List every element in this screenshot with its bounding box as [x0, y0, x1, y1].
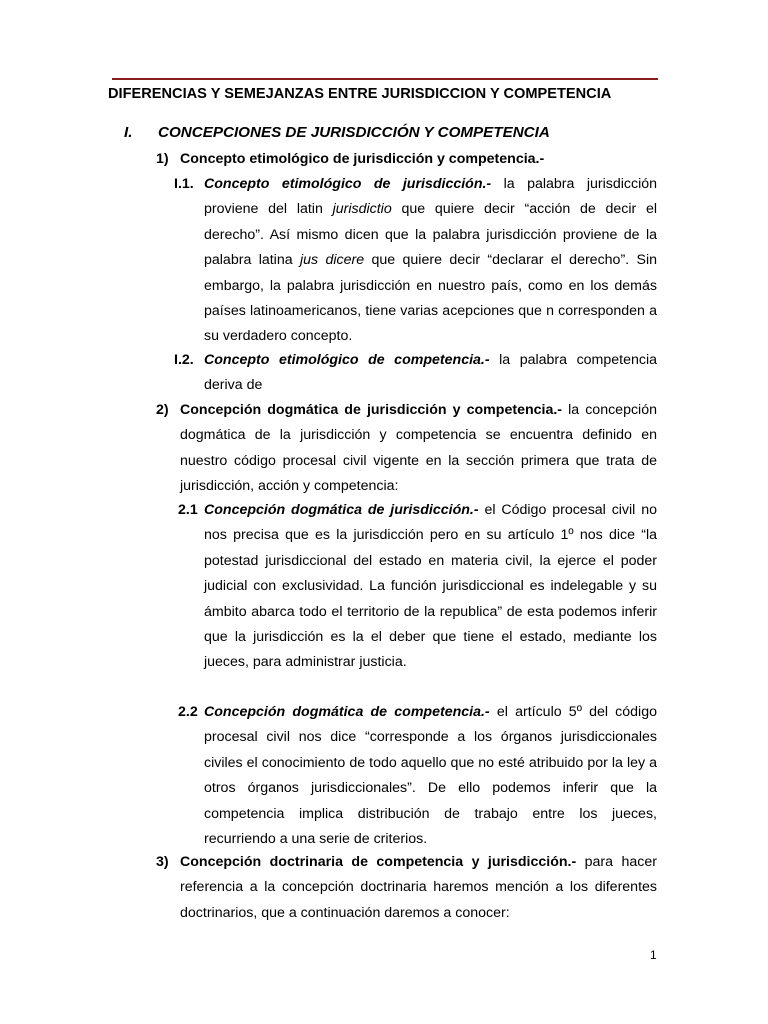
item-2-text: la concepción dogmática de la jurisdicción y competencia se encuentra definido en nuestro código procesal civil vigente en la sección primera que trata de jurisdicción, acción y competencia:: [180, 402, 657, 495]
section-title: CONCEPCIONES DE JURISDICCIÓN Y COMPETENCIA: [158, 124, 550, 141]
subitem-2-2: [178, 700, 657, 852]
page-number: 1: [650, 948, 657, 962]
subitem-1-1-italic-a: jurisdictio: [332, 201, 392, 218]
subitem-1-1: [174, 172, 658, 350]
subitem-1-1-heading: Concepto etimológico de jurisdicción.-: [204, 176, 492, 192]
item-2-heading: Concepción dogmática de jurisdicción y competencia.-: [180, 402, 563, 418]
subitem-2-1: [178, 498, 657, 676]
item-3-text: para hacer referencia a la concepción doctrinaria haremos mención a los diferentes doctrinarios, que a continuación daremos a conocer:: [180, 854, 657, 921]
subitem-2-2-text: el artículo 5º del código procesal civil nos dice “corresponde a los órganos jurisdiccionales civiles el conocimiento de todo aquello que no esté atribuido por la ley a otros órganos jurisdiccionales”. De ello podemos inferir que la competencia implica distribución de trabajo entre los jueces, recurriendo a una serie de criterios.: [204, 704, 657, 848]
item-3-heading: Concepción doctrinaria de competencia y jurisdicción.-: [180, 854, 577, 870]
item-1-marker: 1): [156, 151, 169, 167]
section-heading: [124, 124, 550, 141]
subitem-1-2-text: la palabra competencia deriva de: [204, 352, 658, 394]
item-3-marker: 3): [156, 854, 169, 870]
header-rule: [112, 78, 658, 80]
subitem-1-2: [174, 348, 658, 399]
item-1-heading: Concepto etimológico de jurisdicción y competencia.-: [180, 151, 545, 167]
item-1: [156, 147, 652, 172]
subitem-2-1-text: el Código procesal civil no nos precisa que es la jurisdicción pero en su artículo 1º nos dice “la potestad jurisdiccional del estado en materia civil, la ejerce el poder judicial con exclusividad. La función jurisdiccional es indelegable y su ámbito abarca todo el territorio de la republica” de esta podemos inferir que la jurisdicción es la el deber que tiene el estado, mediante los jueces, para administrar justicia.: [204, 502, 657, 671]
item-2: [156, 398, 657, 500]
subitem-1-1-text-a: la palabra jurisdicción proviene del latin: [204, 176, 658, 218]
subitem-2-1-heading: Concepción dogmática de jurisdicción.-: [204, 502, 479, 518]
subitem-1-1-marker: I.1.: [174, 176, 194, 192]
item-2-marker: 2): [156, 402, 169, 418]
subitem-1-1-text-c: que quiere decir “declarar el derecho”. Sin embargo, la palabra jurisdicción en nuestro país, como en los demás países latinoamericanos, tiene varias acepciones que n corresponden a su verdadero concepto.: [204, 252, 657, 345]
subitem-1-2-marker: I.2.: [174, 352, 194, 368]
subitem-1-2-heading: Concepto etimológico de competencia.-: [204, 352, 490, 368]
subitem-2-1-marker: 2.1: [178, 502, 198, 518]
subitem-2-2-heading: Concepción dogmática de competencia.-: [204, 704, 490, 720]
subitem-2-2-marker: 2.2: [178, 704, 198, 720]
item-3: [156, 850, 657, 926]
document-title: DIFERENCIAS Y SEMEJANZAS ENTRE JURISDICCION Y COMPETENCIA: [108, 86, 612, 102]
subitem-1-1-italic-b: jus dicere: [299, 252, 365, 269]
section-number: I.: [124, 124, 133, 141]
subitem-1-1-text-b: que quiere decir “acción de decir el derecho”. Así mismo dicen que la palabra jurisdicción proviene de la palabra latina: [204, 201, 657, 269]
